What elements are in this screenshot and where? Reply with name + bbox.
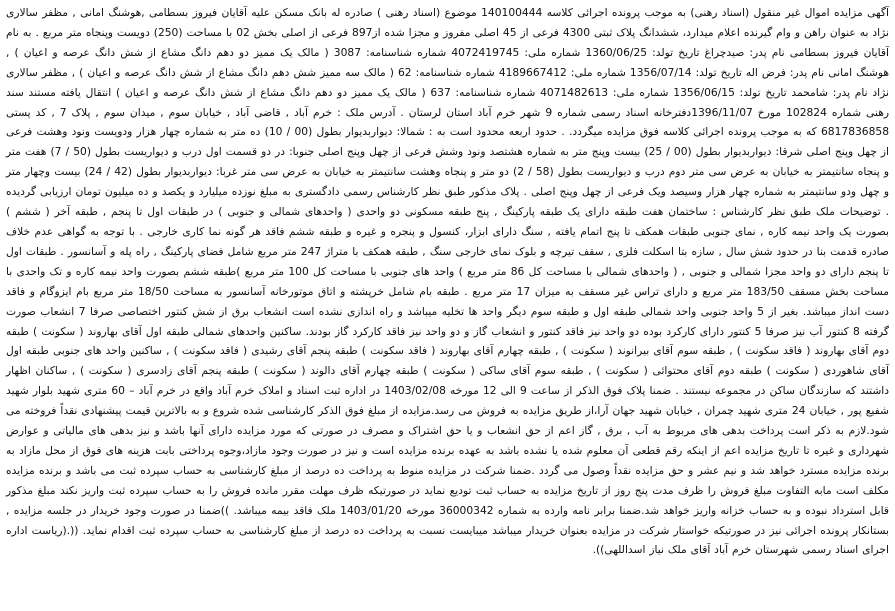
notice-body-text: آگهی مزایده اموال غیر منقول (اسناد رهنی) به موجب پرونده اجرائی کلاسه 140100444 موضوع (اسناد رهنی ) صادره له بانک مسکن علیه آقایان فیروز بسطامی ,هوشنگ امانی , مظفر سالاری نژاد به عنوان راهن و وام گیرنده اعلام میدارد، ششدانگ پلاک ثبتی 4300 فرعی از 45 اصلی مفروز و مجزا شده از897 فرعی از اصلی بخش 02 با مساحت (250) دویست وپنجاه متر مربع . به نام آقایان فیروز بسطامی نام پدر: صیدچراغ تاریخ تولد: 1360/06/25 شماره ملی: 4072419745 شماره شناسنامه: 3087 ( مالک یک ممیز دو دهم دانگ مشاع از شش دانگ عرصه و اعیان ) , هوشنگ امانی نام پدر: فرض اله تاریخ تولد: 1356/07/14 شماره ملی: 4189667412 شماره شناسنامه: 62 ( مالک سه ممیز شش دهم دانگ مشاع از شش دانگ عرصه و اعیان ) , مظفر سالاری نژاد نام پدر: شامحمد تاریخ تولد: 1356/06/15 شماره ملی: 4071482613 شماره شناسنامه: 637 ( مالک یک ممیز دو دهم دانگ مشاع از شش دانگ عرصه و اعیان ) انتقال یافته مستند سند رهنی شماره 102824 مورخ 1396/11/07دفترخانه اسناد رسمی شماره 9 شهر خرم آباد استان لرستان . آدرس ملک : خرم آباد , قاضی آباد , خیابان سوم , میدان سوم , پلاک 7 , کد پستی 6817836858 که به موجب پرونده اجرائی کلاسه فوق مزایده میگردد. . حدود اربعه محدود است به : شمالا: دیواربدیوار بطول (00 / 10) ده متر به شماره چهار هزار ودویست ونود وهشت فرعی از چهل وپنج اصلی شرقا: دیواربدیوار بطول (00 / 25) بیست وپنج متر به شماره هشتصد ونود وشش فرعی از چهل وپنج اصلی جنوبا: در دو قسمت اول درب و دیواریست بطول (50 / 7) هفت متر و پنجاه سانتیمتر به خیابان به عرض سی متر دوم درب و دیواریست بطول (58 / 2) دو متر و پنجاه وهشت سانتیمتر به خیابان به عرض سی متر غربا: دیواربدیوار بطول (42 / 24) بیست وچهار متر و چهل ودو سانتیمتر به شماره چهار هزار وسیصد ویک فرعی از چهل وپنج اصلی . پلاک مذکور طبق نظر کارشناس رسمی دادگستری به مبلغ نوزده میلیارد و یکصد و ده میلیون تومان ارزیابی گردیده . توضیحات ملک طبق نظر کارشناس : ساختمان هفت طبقه دارای یک طبقه پارکینگ , پنج طبقه مسکونی دو واحدی ( واحدهای شمالی و جنوبی ) در طبقات اول تا پنجم , طبقه آخر ( ششم ) بصورت یک واحد نیمه کاره , نمای جنوبی طبقات همکف تا پنج اتمام یافته , سنگ دارای ابزار، کنسول و پنجره و غیره و طبقه ششم فاقد هر گونه نما کاری خارجی . با توجه به گواهی عدم خلاف صادره قدمت بنا در حدود شش سال , سازه بتا اسکلت فلزی , سقف تیرچه و بلوک نمای خارجی سنگ , طبقه همکف با متراژ 247 متر مربع شامل فضای پارکینگ , راه پله و آسانسور . طبقات اول تا پنجم دارای دو واحد مجزا شمالی و جنوبی , ( واحدهای شمالی با مساحت کل 86 متر مربع ) واحد های جنوبی با مساحت کل 100 متر مربع )طبقه ششم بصورت واحد نیمه کاره و تک واحدی با مساحت بخش مسقف 183/50 متر مربع و دارای تراس غیر مسقف به میزان 17 متر مربع . طبقه بام شامل خرپشته و اتاق موتورخانه آسانسور به مساحت 18/50 متر مربع بام ایزوگام و فاقد دست انداز میباشد. بغیر از 5 واحد جنوبی واحد شمالی طبقه اول و طبقه سوم دیگر واحد ها تخلیه میباشد و راه اندازی نشده است انشعاب برق از شش کنتور اختصاصی صرفا 7 انشعاب صورت گرفته 8 کنتور آب نیز صرفا 5 کنتور دارای کارکرد بوده دو واحد نیز فاقد کنتور و انشعاب گاز و دو واحد نیز فاقد کارکرد گاز بودند. ساکنین واحدهای شمالی طبقه اول آقای بهاروند ( سکونت ) طبقه دوم آقای بهاروند ( فاقد سکونت ) , طبقه سوم آقای بیرانوند ( سکونت ) , طبقه چهارم آقای بهاروند ( فاقد سکونت ) طبقه پنجم آقای رشیدی ( فاقد سکونت ) , ساکنین واحد های جنوبی طبقه اول آقای شاهوردی ( سکونت ) طبقه دوم آقای محتوائی ( سکونت ) , طبقه سوم آقای ساکی ( سکونت ) طبقه چهارم آقای دالوند ( سکونت ) طبقه پنجم آقای زادسری ( سکونت ) , ساکنان اظهار داشتند که سازندگان ساکن در مجموعه نیستند . ضمنا پلاک فوق الذکر از ساعت 9 الی 12 مورخه 1403/02/08 در اداره ثبت اسناد و املاک خرم آباد واقع در خرم آباد – 60 متری شهید بلوار شهید شفیع پور , خیابان 24 متری شهید چمران , خیابان شهید جهان آرا،از طریق مزایده به فروش می رسد.مزایده از مبلغ فوق الذکر کارشناسی شده شروع و به بالاترین قیمت پیشنهادی نقداً فروخته می شود.لازم به ذکر است پرداخت بدهی های مربوط به آب , برق , گاز اعم از حق انشعاب و یا حق اشتراک و مصرف در صورتی که مورد مزایده دارای آنها باشد و نیز بدهی های مالیاتی و عوارض شهرداری و غیره تا تاریخ مزایده اعم از اینکه رقم قطعی آن معلوم شده یا نشده باشد به عهده برنده مزایده است و نیز در صورت وجود مازاد،وجوه پرداختی بابت هزینه های فوق از محل مازاد به برنده مزایده مسترد خواهد شد و نیم عشر و حق مزایده نقداً وصول می گردد .ضمنا شرکت در مزایده منوط به پرداخت ده درصد از مبلغ کارشناسی به حساب سپرده ثبت می باشد و برنده مزایده مکلف است مابه التفاوت مبلغ فروش را ظرف مدت پنج روز از تاریخ مزایده به حساب ثبت تودیع نماید در صورتیکه ظرف مهلت مقرر مانده فروش را به حساب سپرده ثبت واریز نکند مبلغ مذکور قابل استرداد نبوده و به حساب خزانه واریز خواهد شد.ضمنا برابر نامه وارده به شماره 36000342 مورخه 1403/01/20 ملک فاقد بیمه میباشد. ))ضمنا در صورت وجود خریدار در جلسه مزایده , بستانکار پرونده اجرائی نیز در صورتیکه خواستار شرکت در مزایده بعنوان خریدار میباشد میبایست نسبت به پرداخت ده درصد از مبلغ کارشناسی به حساب سپرده ثبت اقدام نماید. ((.(ریاست اداره اجرای اسناد رسمی شهرستان خرم آباد آقای ملک نیاز اسداللهی)). [6, 6, 890, 557]
